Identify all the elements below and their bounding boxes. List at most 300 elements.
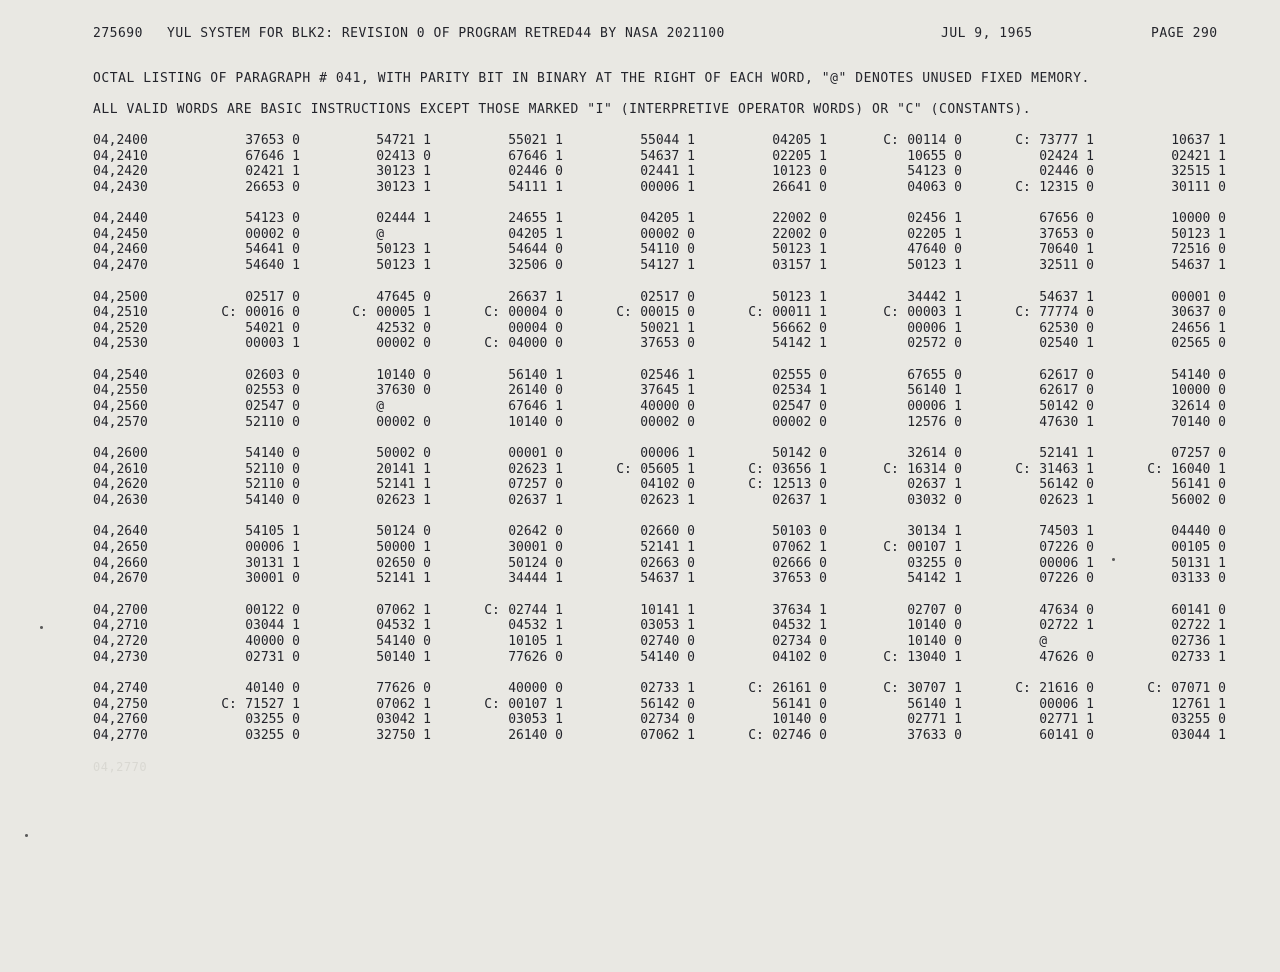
word-address: 04,2710 xyxy=(93,618,148,634)
word-value: 54123 0 xyxy=(907,164,962,180)
table-row xyxy=(0,383,1280,399)
octal-word xyxy=(616,227,695,243)
word-value: 03042 1 xyxy=(376,712,431,728)
octal-word xyxy=(352,571,431,587)
word-value: 16314 0 xyxy=(907,461,962,477)
word-value: 50000 1 xyxy=(376,540,431,556)
word-value: 67656 0 xyxy=(1039,211,1094,227)
octal-word xyxy=(616,383,695,399)
octal-word xyxy=(748,180,827,196)
octal-word xyxy=(484,712,563,728)
octal-word xyxy=(748,712,827,728)
octal-word xyxy=(883,603,962,619)
octal-word xyxy=(748,242,827,258)
word-value: 00002 0 xyxy=(640,226,695,242)
octal-word xyxy=(484,164,563,180)
octal-word xyxy=(221,618,300,634)
word-value: 10141 1 xyxy=(640,602,695,618)
word-value: 10140 0 xyxy=(772,712,827,728)
octal-word xyxy=(221,305,300,321)
word-type-marker: C: xyxy=(484,602,500,618)
word-value: 54637 1 xyxy=(1039,289,1094,305)
word-value: 02603 0 xyxy=(245,367,300,383)
octal-word xyxy=(1147,477,1226,493)
octal-word xyxy=(616,258,695,274)
octal-word xyxy=(221,415,300,431)
word-value: 03255 0 xyxy=(907,555,962,571)
word-value: 50123 1 xyxy=(376,242,431,258)
word-value: 02637 1 xyxy=(907,477,962,493)
octal-word xyxy=(883,227,962,243)
word-value: 47645 0 xyxy=(376,289,431,305)
octal-word xyxy=(1147,258,1226,274)
word-value: 12576 0 xyxy=(907,414,962,430)
octal-word xyxy=(352,603,431,619)
octal-word xyxy=(1015,180,1094,196)
octal-word xyxy=(616,415,695,431)
octal-word xyxy=(352,712,431,728)
word-value: 00006 1 xyxy=(907,399,962,415)
word-value: 37634 1 xyxy=(772,602,827,618)
word-value: 02740 0 xyxy=(640,633,695,649)
table-row xyxy=(0,164,1280,180)
octal-word xyxy=(484,650,563,666)
octal-word xyxy=(1147,697,1226,713)
word-value: 02731 0 xyxy=(245,649,300,665)
octal-word xyxy=(1147,462,1226,478)
word-address: 04,2520 xyxy=(93,320,148,336)
word-value: 10140 0 xyxy=(376,367,431,383)
word-value: 30131 1 xyxy=(245,555,300,571)
word-address: 04,2750 xyxy=(93,696,148,712)
word-type-marker: C: xyxy=(748,727,764,743)
word-value: 02205 1 xyxy=(772,148,827,164)
octal-word xyxy=(484,227,563,243)
octal-word xyxy=(883,399,962,415)
word-value: 56142 0 xyxy=(1039,477,1094,493)
word-value: 30637 0 xyxy=(1171,305,1226,321)
octal-word xyxy=(221,336,300,352)
word-value: 50123 1 xyxy=(907,258,962,274)
word-address: 04,2740 xyxy=(93,681,148,697)
octal-word xyxy=(221,258,300,274)
octal-word xyxy=(748,415,827,431)
word-value: 54721 1 xyxy=(376,133,431,148)
word-value: 02205 1 xyxy=(907,226,962,242)
octal-word xyxy=(484,242,563,258)
octal-word xyxy=(484,321,563,337)
octal-word xyxy=(484,571,563,587)
octal-word xyxy=(1015,603,1094,619)
word-value: 32511 0 xyxy=(1039,258,1094,274)
word-value: 24656 1 xyxy=(1171,320,1226,336)
word-value: 00016 0 xyxy=(245,305,300,321)
octal-word xyxy=(616,164,695,180)
octal-word xyxy=(883,149,962,165)
octal-word xyxy=(1147,540,1226,556)
word-value: 30123 1 xyxy=(376,164,431,180)
octal-word xyxy=(1015,399,1094,415)
word-value: 30001 0 xyxy=(508,540,563,556)
word-value: 00005 1 xyxy=(376,305,431,321)
word-address: 04,2620 xyxy=(93,477,148,493)
word-value: 04000 0 xyxy=(508,336,563,352)
word-value: 12761 1 xyxy=(1171,696,1226,712)
word-address: 04,2470 xyxy=(93,258,148,274)
table-row xyxy=(0,149,1280,165)
word-value: 02736 1 xyxy=(1171,633,1226,649)
word-value: 32750 1 xyxy=(376,727,431,743)
octal-word xyxy=(221,556,300,572)
table-row xyxy=(0,305,1280,321)
word-type-marker: C: xyxy=(883,461,899,477)
word-value: 50142 0 xyxy=(1039,399,1094,415)
word-value: 72516 0 xyxy=(1171,242,1226,258)
word-value: 54111 1 xyxy=(508,179,563,195)
octal-word xyxy=(221,728,300,744)
octal-word xyxy=(883,164,962,180)
octal-word xyxy=(748,227,827,243)
word-value: 56140 1 xyxy=(508,367,563,383)
word-value: 02572 0 xyxy=(907,336,962,352)
word-value: 52141 1 xyxy=(640,540,695,556)
word-value: 56002 0 xyxy=(1171,492,1226,508)
word-value: 00002 0 xyxy=(376,336,431,352)
word-value: 54644 0 xyxy=(508,242,563,258)
octal-word xyxy=(352,133,431,149)
octal-word xyxy=(221,697,300,713)
octal-word xyxy=(616,290,695,306)
word-value: 54140 0 xyxy=(245,492,300,508)
word-value: 74503 1 xyxy=(1039,524,1094,540)
word-value: 00006 1 xyxy=(1039,696,1094,712)
word-value: 52110 0 xyxy=(245,414,300,430)
octal-word xyxy=(352,383,431,399)
table-row xyxy=(0,242,1280,258)
word-address: 04,2510 xyxy=(93,305,148,321)
word-value: 37653 0 xyxy=(640,336,695,352)
octal-word xyxy=(883,697,962,713)
word-value: @ xyxy=(376,226,385,242)
word-value: 04102 0 xyxy=(640,477,695,493)
octal-word xyxy=(221,149,300,165)
word-value: 54140 0 xyxy=(640,649,695,665)
word-value: 40140 0 xyxy=(245,681,300,697)
word-value: 54123 0 xyxy=(245,211,300,227)
octal-word xyxy=(352,180,431,196)
octal-word xyxy=(1147,399,1226,415)
octal-word xyxy=(1015,383,1094,399)
octal-word xyxy=(484,133,563,149)
word-type-marker: C: xyxy=(748,681,764,697)
octal-word xyxy=(1147,290,1226,306)
word-value: 30123 1 xyxy=(376,179,431,195)
word-type-marker: C: xyxy=(1015,179,1031,195)
word-value: 54641 0 xyxy=(245,242,300,258)
word-value: 00003 1 xyxy=(907,305,962,321)
word-type-marker: C: xyxy=(883,305,899,321)
octal-word xyxy=(484,149,563,165)
octal-word xyxy=(1015,258,1094,274)
table-row xyxy=(0,571,1280,587)
octal-word xyxy=(883,383,962,399)
octal-word xyxy=(748,133,827,149)
octal-word xyxy=(1147,227,1226,243)
octal-word xyxy=(1147,493,1226,509)
word-value: 00015 0 xyxy=(640,305,695,321)
octal-word xyxy=(616,321,695,337)
word-value: 02733 1 xyxy=(1171,649,1226,665)
octal-word xyxy=(883,634,962,650)
word-type-marker: C: xyxy=(484,336,500,352)
word-value: 50124 0 xyxy=(508,555,563,571)
word-value: 26161 0 xyxy=(772,681,827,697)
word-value: @ xyxy=(376,399,385,415)
octal-word xyxy=(748,164,827,180)
octal-word xyxy=(1147,650,1226,666)
word-type-marker: C: xyxy=(352,305,368,321)
word-value: 03255 0 xyxy=(1171,712,1226,728)
word-value: 02746 0 xyxy=(772,727,827,743)
octal-word xyxy=(484,618,563,634)
word-value: 50140 1 xyxy=(376,649,431,665)
octal-word xyxy=(352,227,431,243)
octal-word xyxy=(352,650,431,666)
octal-word xyxy=(1147,728,1226,744)
word-value: 71527 1 xyxy=(245,696,300,712)
word-value: 47634 0 xyxy=(1039,602,1094,618)
word-value: 62530 0 xyxy=(1039,320,1094,336)
octal-word xyxy=(1147,242,1226,258)
word-value: 07062 1 xyxy=(640,727,695,743)
word-value: 77626 0 xyxy=(508,649,563,665)
word-value: 10140 0 xyxy=(907,633,962,649)
listing-block xyxy=(0,681,1280,759)
word-value: 02413 0 xyxy=(376,148,431,164)
octal-word xyxy=(748,258,827,274)
octal-word xyxy=(616,571,695,587)
octal-word xyxy=(1015,681,1094,697)
word-value: 07257 0 xyxy=(1171,446,1226,462)
word-value: 02623 1 xyxy=(376,492,431,508)
word-value: 54105 1 xyxy=(245,524,300,540)
octal-word xyxy=(1147,211,1226,227)
word-address: 04,2640 xyxy=(93,524,148,540)
table-row xyxy=(0,180,1280,196)
octal-word xyxy=(221,650,300,666)
octal-word xyxy=(1015,321,1094,337)
bleed-through-text: 04,2770 xyxy=(93,760,148,774)
octal-word xyxy=(883,540,962,556)
word-value: 02623 1 xyxy=(1039,492,1094,508)
word-address: 04,2630 xyxy=(93,492,148,508)
word-address: 04,2440 xyxy=(93,211,148,227)
octal-word xyxy=(616,446,695,462)
word-value: 02534 1 xyxy=(772,383,827,399)
word-value: 02547 0 xyxy=(245,399,300,415)
octal-word xyxy=(352,305,431,321)
word-value: 00001 0 xyxy=(508,446,563,462)
word-address: 04,2410 xyxy=(93,148,148,164)
octal-word xyxy=(484,681,563,697)
word-value: 00002 0 xyxy=(376,414,431,430)
octal-word xyxy=(484,258,563,274)
octal-word xyxy=(748,462,827,478)
word-address: 04,2660 xyxy=(93,555,148,571)
word-type-marker: C: xyxy=(616,305,632,321)
word-value: 70140 0 xyxy=(1171,414,1226,430)
word-value: 30001 0 xyxy=(245,571,300,587)
octal-word xyxy=(1015,446,1094,462)
word-value: 02771 1 xyxy=(907,712,962,728)
word-value: 00002 0 xyxy=(772,414,827,430)
octal-word xyxy=(883,618,962,634)
octal-word xyxy=(616,634,695,650)
word-value: 02444 1 xyxy=(376,211,431,227)
word-address: 04,2500 xyxy=(93,289,148,305)
octal-word xyxy=(616,493,695,509)
octal-word xyxy=(616,399,695,415)
word-value: 03656 1 xyxy=(772,461,827,477)
word-value: 54637 1 xyxy=(1171,258,1226,274)
word-value: 02553 0 xyxy=(245,383,300,399)
table-row xyxy=(0,618,1280,634)
word-value: 50002 0 xyxy=(376,446,431,462)
octal-word xyxy=(352,321,431,337)
word-value: 02446 0 xyxy=(508,164,563,180)
word-value: 32515 1 xyxy=(1171,164,1226,180)
octal-word xyxy=(616,603,695,619)
word-type-marker: C: xyxy=(748,461,764,477)
word-value: 54110 0 xyxy=(640,242,695,258)
word-address: 04,2560 xyxy=(93,399,148,415)
word-value: 02517 0 xyxy=(245,289,300,305)
word-type-marker: C: xyxy=(1015,133,1031,148)
word-value: 07226 0 xyxy=(1039,540,1094,556)
word-type-marker: C: xyxy=(1015,461,1031,477)
octal-word xyxy=(1015,618,1094,634)
word-value: 00122 0 xyxy=(245,602,300,618)
page-title: YUL SYSTEM FOR BLK2: REVISION 0 OF PROGRAM RETRED44 BY NASA 2021100 xyxy=(167,26,725,41)
octal-word xyxy=(1015,571,1094,587)
word-value: 00002 0 xyxy=(245,226,300,242)
word-value: 52141 1 xyxy=(1039,446,1094,462)
word-address: 04,2670 xyxy=(93,571,148,587)
octal-word xyxy=(484,728,563,744)
table-row xyxy=(0,603,1280,619)
word-value: 00107 1 xyxy=(907,540,962,556)
job-number: 275690 xyxy=(93,26,143,41)
word-value: 32614 0 xyxy=(1171,399,1226,415)
octal-word xyxy=(883,462,962,478)
octal-word xyxy=(1015,524,1094,540)
word-value: 56140 1 xyxy=(907,383,962,399)
word-value: 02650 0 xyxy=(376,555,431,571)
octal-word xyxy=(1015,556,1094,572)
word-value: 37645 1 xyxy=(640,383,695,399)
octal-word xyxy=(748,634,827,650)
octal-word xyxy=(748,493,827,509)
table-row xyxy=(0,211,1280,227)
octal-word xyxy=(352,681,431,697)
word-value: 00114 0 xyxy=(907,133,962,148)
octal-word xyxy=(484,477,563,493)
table-row xyxy=(0,258,1280,274)
table-row xyxy=(0,697,1280,713)
listing-block xyxy=(0,524,1280,602)
word-value: 02421 1 xyxy=(245,164,300,180)
word-address: 04,2770 xyxy=(93,727,148,743)
octal-word xyxy=(1015,462,1094,478)
word-value: 16040 1 xyxy=(1171,461,1226,477)
word-value: 02642 0 xyxy=(508,524,563,540)
octal-word xyxy=(352,446,431,462)
word-value: 40000 0 xyxy=(508,681,563,697)
octal-word xyxy=(352,258,431,274)
table-row xyxy=(0,634,1280,650)
listing-block xyxy=(0,211,1280,289)
octal-word xyxy=(484,180,563,196)
word-value: 02663 0 xyxy=(640,555,695,571)
word-value: 37630 0 xyxy=(376,383,431,399)
octal-word xyxy=(221,681,300,697)
octal-word xyxy=(1147,336,1226,352)
word-value: 03133 0 xyxy=(1171,571,1226,587)
word-value: 04205 1 xyxy=(508,226,563,242)
table-row xyxy=(0,493,1280,509)
octal-word xyxy=(883,368,962,384)
paper-speck xyxy=(40,626,43,629)
word-value: 10655 0 xyxy=(907,148,962,164)
word-value: 02637 1 xyxy=(508,492,563,508)
word-value: 02666 0 xyxy=(772,555,827,571)
word-value: 07226 0 xyxy=(1039,571,1094,587)
word-value: 34444 1 xyxy=(508,571,563,587)
octal-word xyxy=(1015,415,1094,431)
listing-date: JUL 9, 1965 xyxy=(941,26,1033,41)
octal-word xyxy=(352,242,431,258)
table-row xyxy=(0,477,1280,493)
word-value: 47630 1 xyxy=(1039,414,1094,430)
octal-word xyxy=(1147,305,1226,321)
table-row xyxy=(0,133,1280,149)
word-value: 54637 1 xyxy=(640,571,695,587)
word-type-marker: C: xyxy=(1015,681,1031,697)
word-value: 52110 0 xyxy=(245,461,300,477)
word-value: 22002 0 xyxy=(772,211,827,227)
octal-word xyxy=(616,540,695,556)
octal-word xyxy=(748,321,827,337)
octal-word xyxy=(616,133,695,149)
word-value: 10105 1 xyxy=(508,633,563,649)
word-value: 50123 1 xyxy=(772,289,827,305)
word-value: 03044 1 xyxy=(245,618,300,634)
listing-block xyxy=(0,133,1280,211)
octal-word xyxy=(616,697,695,713)
word-address: 04,2450 xyxy=(93,226,148,242)
octal-word xyxy=(1015,164,1094,180)
word-value: 62617 0 xyxy=(1039,367,1094,383)
word-value: 10140 0 xyxy=(907,618,962,634)
word-value: 00006 1 xyxy=(245,540,300,556)
octal-word xyxy=(221,368,300,384)
octal-word xyxy=(883,681,962,697)
octal-word xyxy=(748,603,827,619)
word-value: 02555 0 xyxy=(772,367,827,383)
word-value: 02424 1 xyxy=(1039,148,1094,164)
octal-word xyxy=(1147,383,1226,399)
octal-word xyxy=(883,305,962,321)
